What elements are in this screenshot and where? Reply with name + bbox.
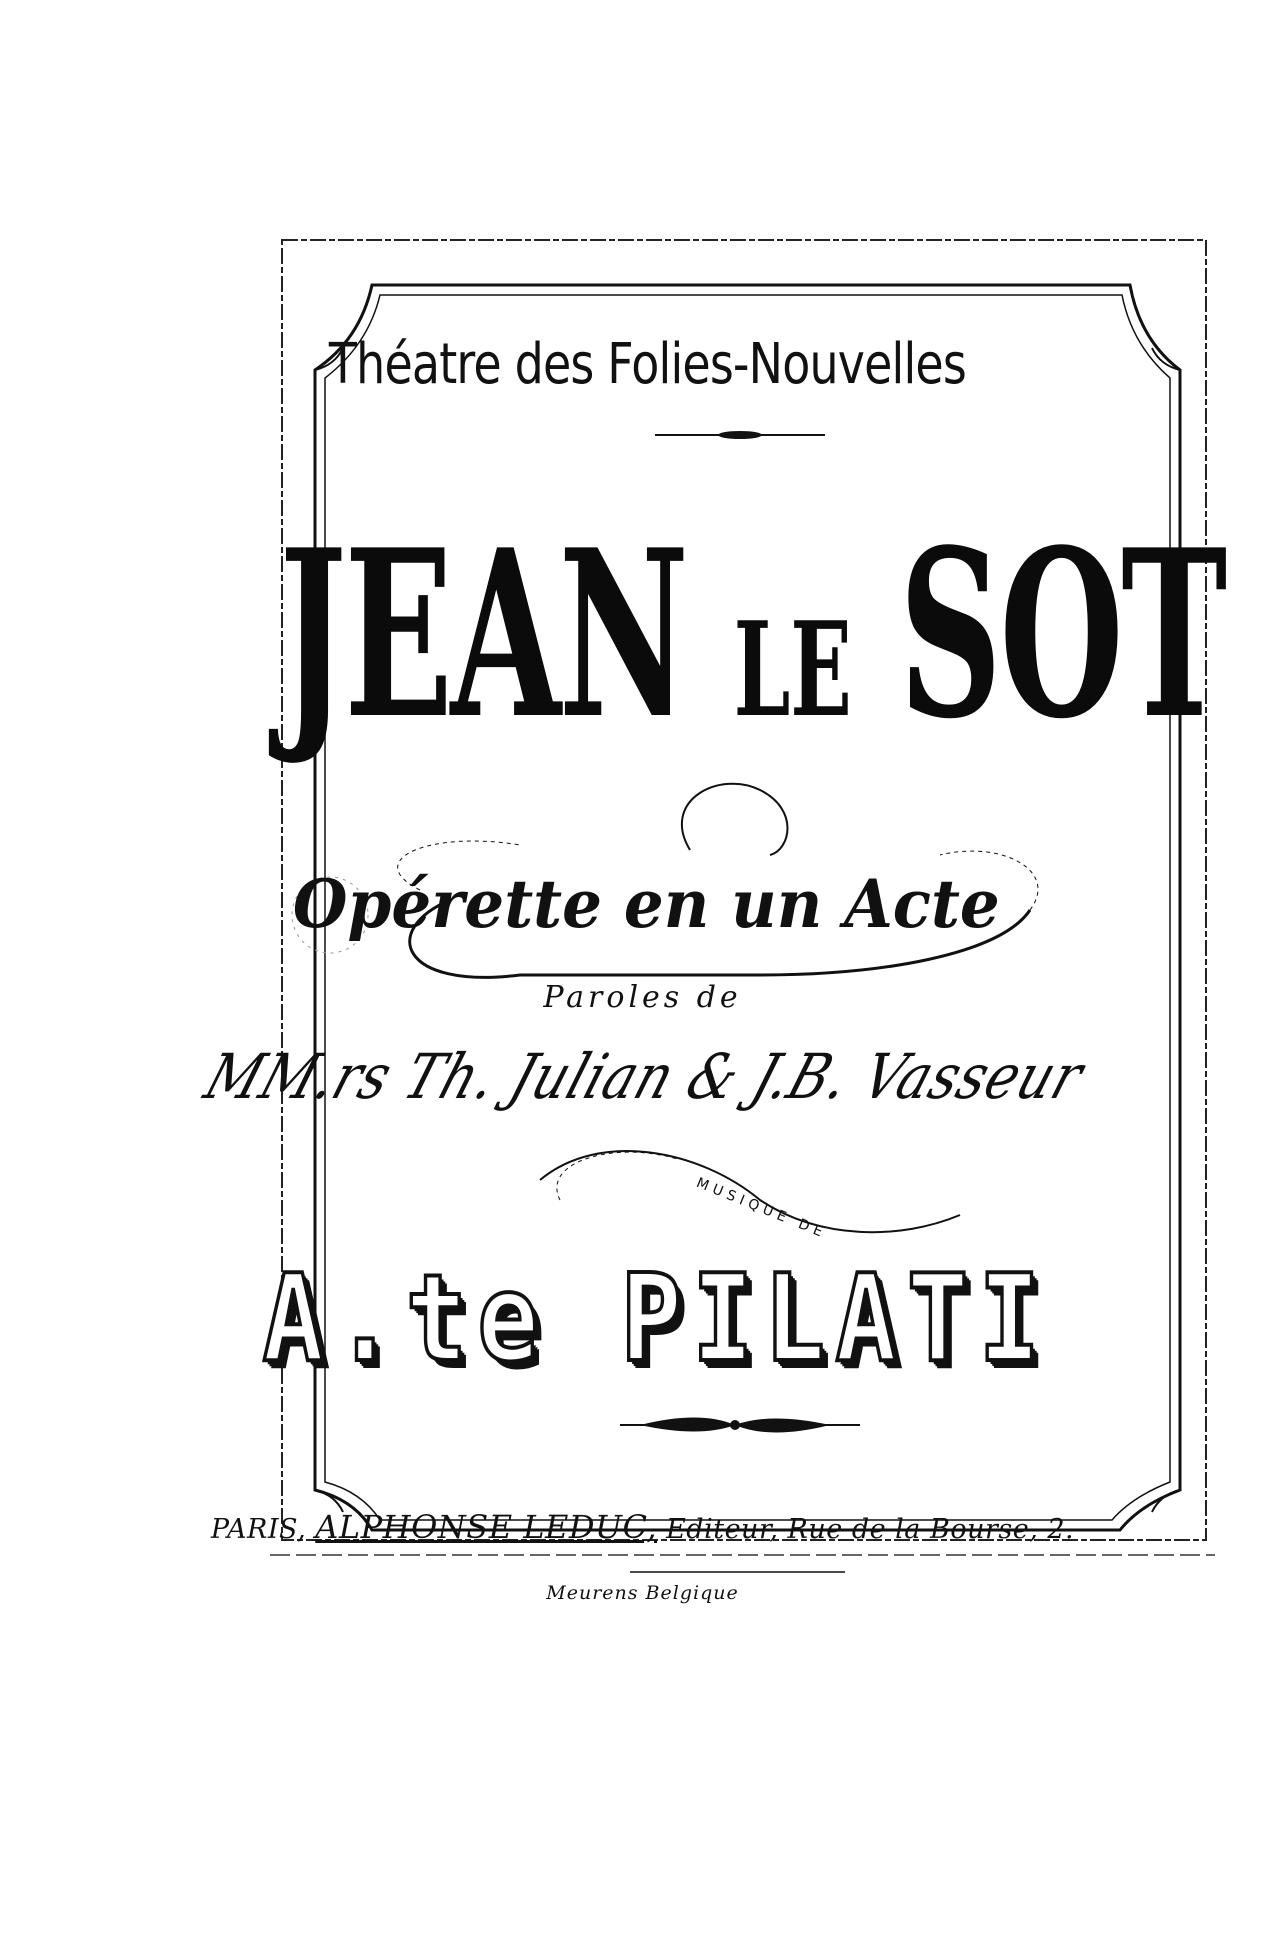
title-word-jean: JEAN: [279, 500, 687, 770]
opera-title: [279, 500, 1225, 785]
title-word-le: LE: [733, 593, 852, 746]
musique-flourish: [540, 1151, 960, 1232]
ornament-rule-bottom: [620, 1418, 860, 1433]
ornament-rule-top: [655, 431, 825, 439]
subtitle: Opérette en un Acte: [292, 865, 1000, 943]
distributor: Meurens Belgique: [546, 1582, 739, 1604]
publisher-name: ALPHONSE LEDUC,: [315, 1508, 657, 1546]
lyricists-names: MM.rs Th. Julian & J.B. Vasseur: [196, 1040, 1093, 1113]
publisher-line: [0, 1508, 1285, 1546]
lyricists-label: Paroles de: [543, 980, 742, 1015]
composer-label: MUSIQUE DE: [694, 1175, 830, 1243]
title-word-sot: SOT: [898, 500, 1225, 770]
composer-name: A.te PILATI: [262, 1250, 1051, 1389]
publisher-address: Editeur, Rue de la Bourse, 2.: [666, 1514, 1075, 1545]
publisher-city: PARIS,: [210, 1514, 307, 1545]
theatre-name: Théatre des Folies-Nouvelles: [328, 332, 966, 397]
